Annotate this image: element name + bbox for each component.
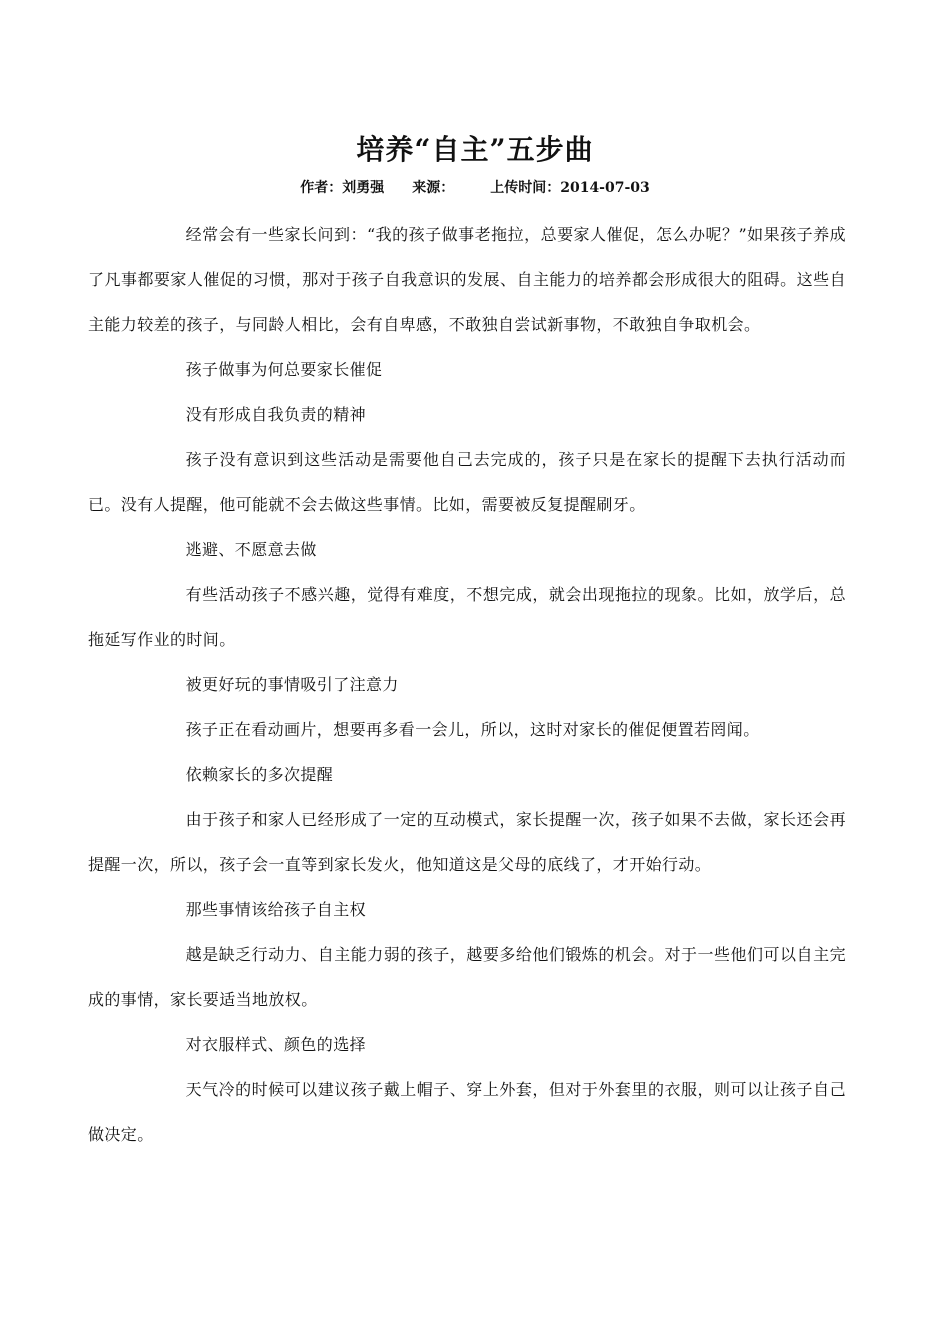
upload-time-label: 上传时间：2014-07-03 xyxy=(490,180,650,196)
section-heading: 被更好玩的事情吸引了注意力 xyxy=(185,675,399,694)
paragraph: 天气冷的时候可以建议孩子戴上帽子、穿上外套，但对于外套里的衣服，则可以让孩子自己做决定。 xyxy=(88,1080,846,1144)
author-label: 作者：刘勇强 xyxy=(300,180,385,196)
section-heading: 依赖家长的多次提醒 xyxy=(185,765,334,784)
section-heading: 没有形成自我负责的精神 xyxy=(185,405,366,424)
section-heading: 孩子做事为何总要家长催促 xyxy=(185,360,383,379)
section-heading: 对衣服样式、颜色的选择 xyxy=(185,1035,366,1054)
paragraph: 有些活动孩子不感兴趣，觉得有难度，不想完成，就会出现拖拉的现象。比如，放学后，总拖延写作业的时间。 xyxy=(88,585,846,649)
section-heading: 那些事情该给孩子自主权 xyxy=(185,900,366,919)
article-meta xyxy=(0,177,950,197)
article-title: 培养“自主”五步曲 xyxy=(356,133,594,166)
paragraph: 由于孩子和家人已经形成了一定的互动模式，家长提醒一次，孩子如果不去做，家长还会再提醒一次，所以，孩子会一直等到家长发火，他知道这是父母的底线了，才开始行动。 xyxy=(88,810,846,874)
source-label: 来源： xyxy=(412,180,455,196)
paragraph: 孩子正在看动画片，想要再多看一会儿，所以，这时对家长的催促便置若罔闻。 xyxy=(185,720,760,739)
article-body xyxy=(88,212,846,1157)
paragraph: 越是缺乏行动力、自主能力弱的孩子，越要多给他们锻炼的机会。对于一些他们可以自主完成的事情，家长要适当地放权。 xyxy=(88,945,846,1009)
paragraph: 经常会有一些家长问到：“我的孩子做事老拖拉，总要家人催促，怎么办呢？”如果孩子养成了凡事都要家人催促的习惯，那对于孩子自我意识的发展、自主能力的培养都会形成很大的阻碍。这些自主能力较差的孩子，与同龄人相比，会有自卑感，不敢独自尝试新事物，不敢独自争取机会。 xyxy=(88,225,846,334)
section-heading: 逃避、不愿意去做 xyxy=(185,540,317,559)
paragraph: 孩子没有意识到这些活动是需要他自己去完成的，孩子只是在家长的提醒下去执行活动而已。没有人提醒，他可能就不会去做这些事情。比如，需要被反复提醒刷牙。 xyxy=(88,450,846,514)
